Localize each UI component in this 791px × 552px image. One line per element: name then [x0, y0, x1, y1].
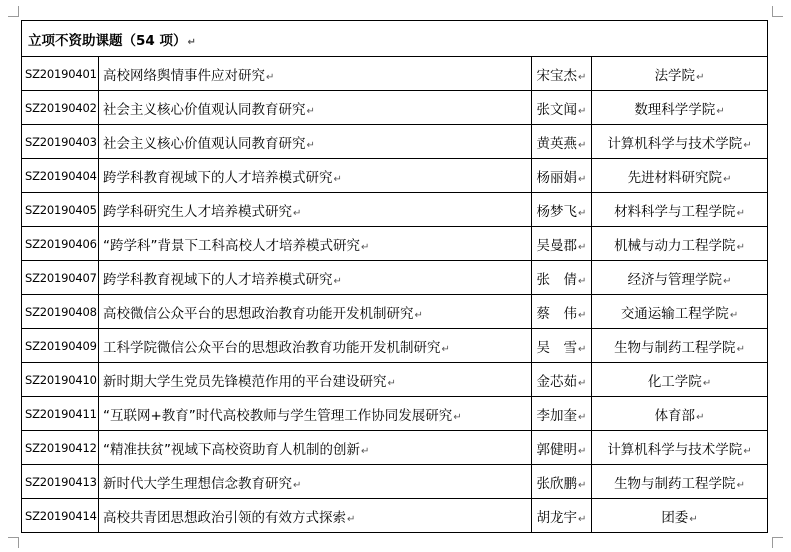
paragraph-mark: ↵ [696, 411, 705, 423]
table-row [22, 159, 768, 193]
paragraph-mark: ↵ [578, 445, 587, 457]
table-row [22, 227, 768, 261]
paragraph-mark: ↵ [361, 241, 370, 253]
leader-name-cell [532, 227, 592, 261]
college-name-cell [592, 363, 768, 397]
table-row [22, 465, 768, 499]
project-title: “互联网+教育”时代高校教师与学生管理工作协同发展研究 [103, 407, 453, 424]
project-title-cell [99, 363, 532, 397]
leader-name-cell [532, 125, 592, 159]
project-title: “精准扶贫”视域下高校资助育人机制的创新 [103, 441, 360, 458]
college-name: 交通运输工程学院 [620, 305, 729, 322]
table-row [22, 397, 768, 431]
paragraph-mark: ↵ [453, 411, 462, 423]
project-code: SZ20190406 [25, 236, 97, 251]
leader-name-cell [532, 363, 592, 397]
project-code: SZ20190403 [25, 134, 97, 149]
leader-name-cell [532, 159, 592, 193]
project-title-cell [99, 193, 532, 227]
project-code: SZ20190402 [25, 100, 97, 115]
project-code-cell [22, 431, 99, 465]
college-name-cell [592, 261, 768, 295]
college-name-cell [592, 295, 768, 329]
paragraph-mark: ↵ [723, 275, 732, 287]
college-name: 生物与制药工程学院 [614, 339, 736, 356]
paragraph-mark: ↵ [723, 173, 732, 185]
leader-name-cell [532, 91, 592, 125]
college-name-cell [592, 57, 768, 91]
college-name-cell [592, 431, 768, 465]
paragraph-mark: ↵ [743, 139, 752, 151]
paragraph-mark: ↵ [306, 139, 315, 151]
leader-name-cell [532, 397, 592, 431]
paragraph-mark: ↵ [578, 479, 587, 491]
table-row [22, 499, 768, 533]
table-row [22, 329, 768, 363]
project-code-cell [22, 227, 99, 261]
leader-name: 吴 雪 [536, 339, 578, 356]
project-title-cell [99, 125, 532, 159]
college-name: 经济与管理学院 [627, 271, 723, 288]
paragraph-mark: ↵ [729, 309, 739, 321]
paragraph-mark: ↵ [347, 513, 356, 525]
project-title-cell [99, 499, 532, 533]
paragraph-mark: ↵ [578, 139, 587, 151]
leader-name: 杨丽娟 [536, 169, 578, 186]
paragraph-mark: ↵ [578, 173, 587, 185]
leader-name-cell [532, 499, 592, 533]
project-title: 跨学科教育视域下的人才培养模式研究 [103, 271, 333, 288]
college-name-cell [592, 193, 768, 227]
project-code-cell [22, 363, 99, 397]
project-title: 新时期大学生党员先锋模范作用的平台建设研究 [103, 373, 387, 390]
project-code-cell [22, 159, 99, 193]
college-name: 先进材料研究院 [627, 169, 723, 186]
leader-name: 李加奎 [536, 407, 578, 424]
table-row [22, 431, 768, 465]
paragraph-mark: ↵ [696, 71, 705, 83]
leader-name: 张 倩 [536, 271, 578, 288]
project-title-cell [99, 91, 532, 125]
project-title-cell [99, 159, 532, 193]
page-corner-mark [772, 6, 783, 17]
paragraph-mark: ↵ [743, 445, 752, 457]
college-name-cell [592, 159, 768, 193]
project-title-cell [99, 465, 532, 499]
paragraph-mark: ↵ [578, 411, 587, 423]
leader-name: 郭健明 [536, 441, 578, 458]
project-code-cell [22, 295, 99, 329]
project-code-cell [22, 329, 99, 363]
table-row [22, 193, 768, 227]
project-title-cell [99, 57, 532, 91]
college-name: 数理科学学院 [634, 101, 716, 118]
project-code-cell [22, 57, 99, 91]
project-code-cell [22, 193, 99, 227]
project-table [21, 20, 768, 533]
college-name-cell [592, 125, 768, 159]
college-name: 计算机科学与技术学院 [607, 441, 743, 458]
paragraph-mark: ↵ [689, 513, 698, 525]
college-name-cell [592, 91, 768, 125]
college-name: 化工学院 [647, 373, 702, 390]
project-code: SZ20190410 [25, 372, 97, 387]
paragraph-mark: ↵ [333, 173, 342, 185]
leader-name-cell [532, 57, 592, 91]
leader-name-cell [532, 261, 592, 295]
project-code: SZ20190411 [25, 406, 97, 421]
paragraph-mark: ↵ [736, 207, 745, 219]
project-title-cell [99, 227, 532, 261]
project-title-cell [99, 431, 532, 465]
paragraph-mark: ↵ [578, 275, 587, 287]
project-code: SZ20190409 [25, 338, 97, 353]
table-row [22, 57, 768, 91]
project-code-cell [22, 397, 99, 431]
project-title: 高校共青团思想政治引领的有效方式探索 [103, 509, 346, 526]
project-code: SZ20190413 [25, 474, 97, 489]
page-corner-mark [8, 6, 19, 17]
project-title: “跨学科”背景下工科高校人才培养模式研究 [103, 237, 360, 254]
leader-name: 胡龙宇 [536, 509, 578, 526]
college-name-cell [592, 397, 768, 431]
leader-name: 吴曼郡 [536, 237, 578, 254]
college-name: 材料科学与工程学院 [614, 203, 736, 220]
project-code: SZ20190407 [25, 270, 97, 285]
project-code: SZ20190404 [25, 168, 97, 183]
college-name: 机械与动力工程学院 [614, 237, 736, 254]
project-code-cell [22, 125, 99, 159]
paragraph-mark: ↵ [578, 343, 587, 355]
table-row [22, 261, 768, 295]
leader-name: 杨梦飞 [536, 203, 578, 220]
leader-name-cell [532, 295, 592, 329]
project-title: 跨学科研究生人才培养模式研究 [103, 203, 292, 220]
college-name-cell [592, 465, 768, 499]
leader-name: 蔡 伟 [536, 305, 578, 322]
paragraph-mark: ↵ [578, 241, 587, 253]
paragraph-mark: ↵ [441, 343, 450, 355]
project-title: 工科学院微信公众平台的思想政治教育功能开发机制研究 [103, 339, 441, 356]
table-header: 立项不资助课题（54 项） [28, 32, 187, 49]
paragraph-mark: ↵ [306, 105, 315, 117]
project-code: SZ20190401 [25, 66, 97, 81]
paragraph-mark: ↵ [187, 36, 196, 48]
leader-name: 张文闻 [536, 101, 578, 118]
table-row [22, 125, 768, 159]
leader-name-cell [532, 431, 592, 465]
project-title: 社会主义核心价值观认同教育研究 [103, 135, 306, 152]
paragraph-mark: ↵ [736, 241, 745, 253]
project-code-cell [22, 465, 99, 499]
leader-name: 张欣鹏 [536, 475, 578, 492]
college-name: 法学院 [654, 67, 696, 84]
project-code: SZ20190414 [25, 508, 97, 523]
leader-name-cell [532, 193, 592, 227]
college-name-cell [592, 227, 768, 261]
college-name: 生物与制药工程学院 [614, 475, 736, 492]
leader-name-cell [532, 329, 592, 363]
project-code-cell [22, 261, 99, 295]
paragraph-mark: ↵ [578, 309, 587, 321]
project-code-cell [22, 499, 99, 533]
project-code: SZ20190412 [25, 440, 97, 455]
college-name-cell [592, 499, 768, 533]
project-title: 高校微信公众平台的思想政治教育功能开发机制研究 [103, 305, 414, 322]
paragraph-mark: ↵ [578, 71, 587, 83]
paragraph-mark: ↵ [578, 105, 587, 117]
leader-name-cell [532, 465, 592, 499]
paragraph-mark: ↵ [736, 479, 745, 491]
paragraph-mark: ↵ [293, 207, 302, 219]
paragraph-mark: ↵ [293, 479, 302, 491]
project-code: SZ20190405 [25, 202, 97, 217]
project-title: 跨学科教育视域下的人才培养模式研究 [103, 169, 333, 186]
leader-name: 宋宝杰 [536, 67, 578, 84]
project-title: 新时代大学生理想信念教育研究 [103, 475, 292, 492]
paragraph-mark: ↵ [361, 445, 370, 457]
leader-name: 金芯茹 [536, 373, 578, 390]
project-code-cell [22, 91, 99, 125]
project-title: 社会主义核心价值观认同教育研究 [103, 101, 306, 118]
paragraph-mark: ↵ [266, 71, 275, 83]
project-title-cell [99, 295, 532, 329]
project-title-cell [99, 329, 532, 363]
table-row [22, 91, 768, 125]
paragraph-mark: ↵ [578, 377, 587, 389]
table-row [22, 363, 768, 397]
college-name: 团委 [661, 509, 689, 526]
paragraph-mark: ↵ [414, 309, 423, 321]
page-corner-mark [8, 537, 19, 548]
table-header-cell [22, 21, 768, 57]
project-title-cell [99, 397, 532, 431]
project-code: SZ20190408 [25, 304, 97, 319]
paragraph-mark: ↵ [736, 343, 745, 355]
paragraph-mark: ↵ [387, 377, 396, 389]
college-name: 计算机科学与技术学院 [607, 135, 743, 152]
table-header-row [22, 21, 768, 57]
paragraph-mark: ↵ [578, 207, 587, 219]
paragraph-mark: ↵ [578, 513, 587, 525]
paragraph-mark: ↵ [716, 105, 725, 117]
college-name: 体育部 [654, 407, 696, 424]
project-title: 高校网络舆情事件应对研究 [103, 67, 265, 84]
college-name-cell [592, 329, 768, 363]
paragraph-mark: ↵ [702, 377, 712, 389]
page-corner-mark [772, 537, 783, 548]
table-row [22, 295, 768, 329]
paragraph-mark: ↵ [333, 275, 342, 287]
leader-name: 黄英燕 [536, 135, 578, 152]
project-title-cell [99, 261, 532, 295]
